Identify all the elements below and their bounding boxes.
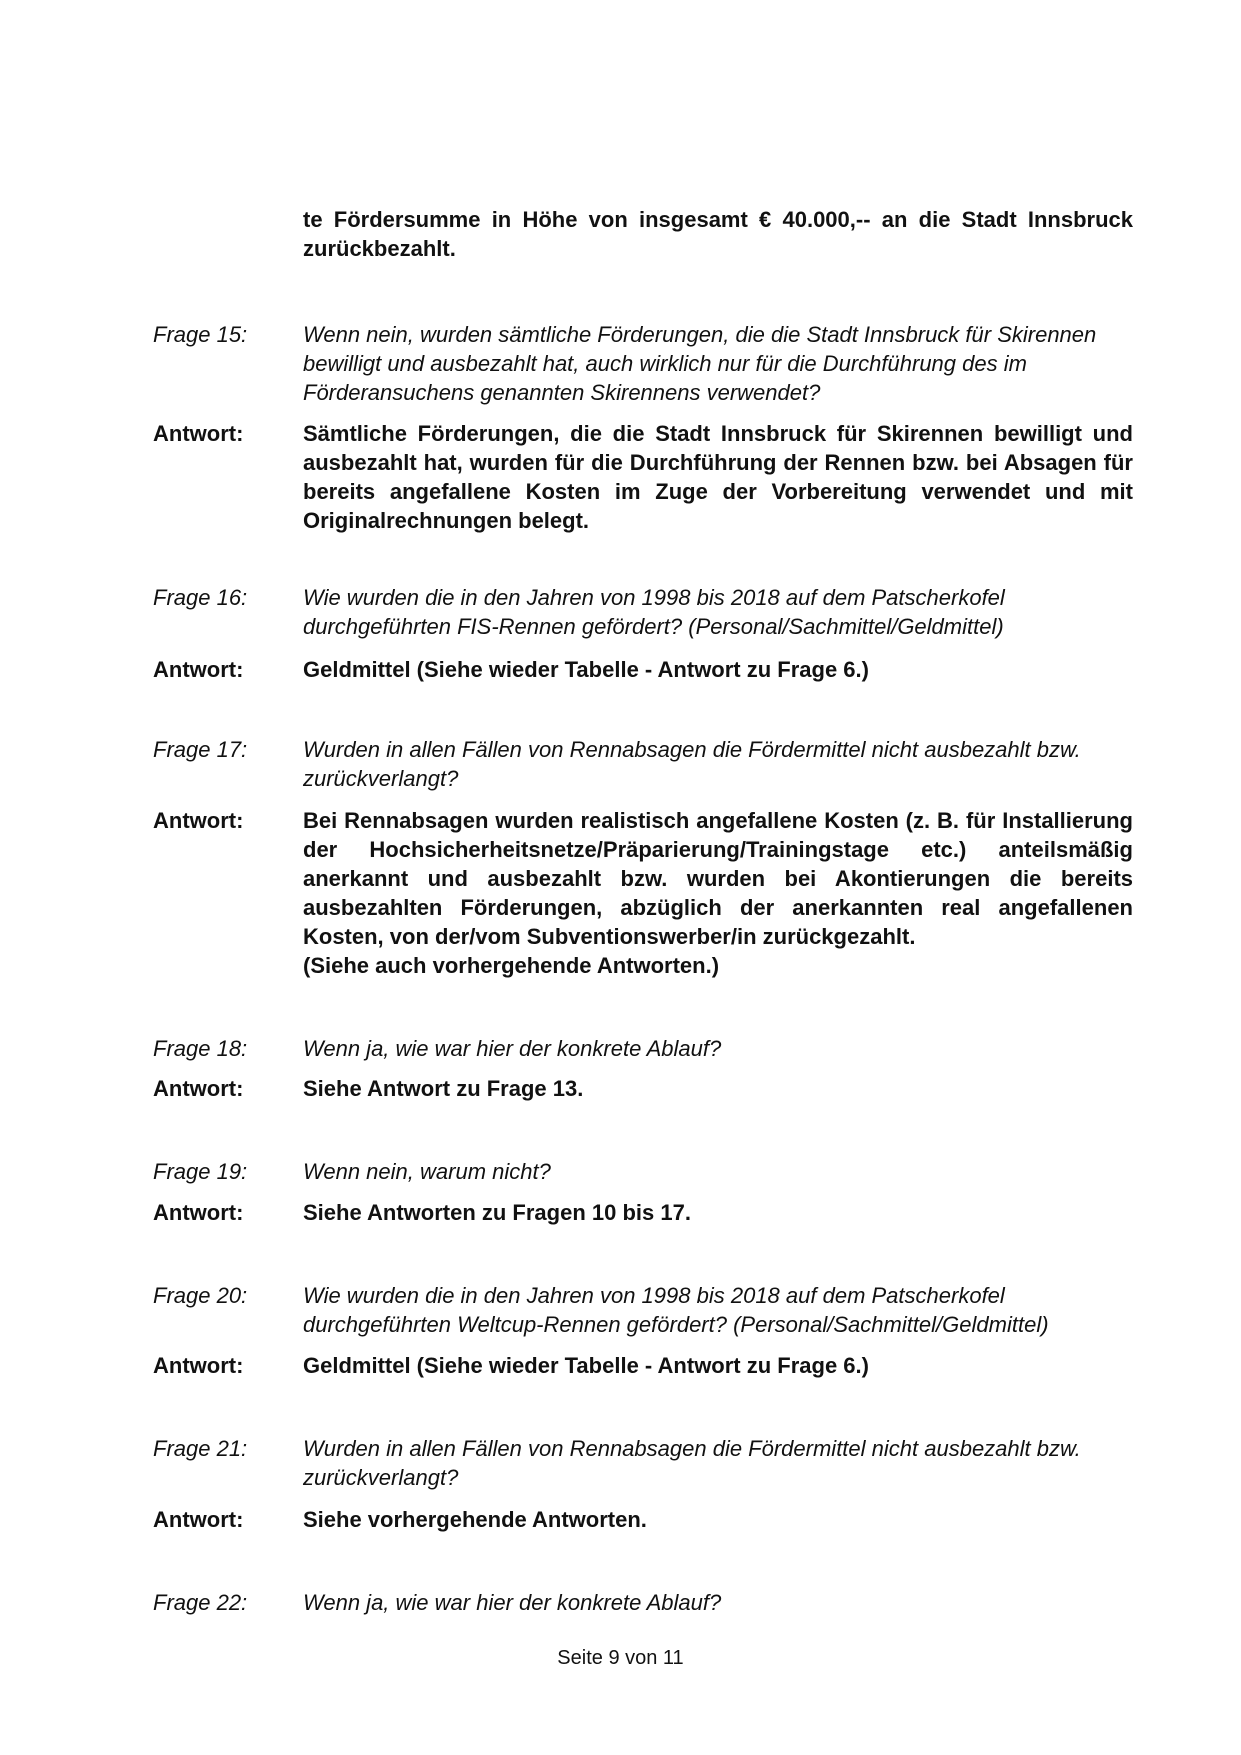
answer-text-20: Geldmittel (Siehe wieder Tabelle - Antwort zu Frage 6.) [303,1353,869,1378]
question-label-15: Frage 15: [153,322,248,347]
question-label-22: Frage 22: [153,1590,248,1615]
question-text-15: Wenn nein, wurden sämtliche Förderungen, die die Stadt Innsbruck für Skirennen bewilligt und ausbezahlt hat, auch wirklich nur für die Durchführung des im Förderansuchens genannten Skirennens verwendet? [303,322,1097,405]
question-text-17: Wurden in allen Fällen von Rennabsagen die Fördermittel nicht ausbezahlt bzw. zurückverlangt? [303,737,1081,791]
question-text-22: Wenn ja, wie war hier der konkrete Ablauf? [303,1590,722,1615]
answer-text-21: Siehe vorhergehende Antworten. [303,1507,647,1532]
answer-text-15: Sämtliche Förderungen, die die Stadt Innsbruck für Skirennen bewilligt und ausbezahlt hat, wurden für die Durchführung der Rennen bzw. bei Absagen für bereits angefallene Kosten im Zuge der Vorbereitung verwendet und mit Originalrechnungen belegt. [303,421,1133,533]
question-label-18: Frage 18: [153,1036,248,1061]
question-label-20: Frage 20: [153,1283,248,1308]
question-text-20: Wie wurden die in den Jahren von 1998 bis 2018 auf dem Patscherkofel durchgeführten Weltcup-Rennen gefördert? (Personal/Sachmittel/Geldmittel) [303,1283,1049,1337]
answer-label-19: Antwort: [153,1200,244,1225]
answer-label-16: Antwort: [153,657,244,682]
question-text-16: Wie wurden die in den Jahren von 1998 bis 2018 auf dem Patscherkofel durchgeführten FIS-Rennen gefördert? (Personal/Sachmittel/Geldmittel) [303,585,1005,639]
page-number-footer: Seite 9 von 11 [557,1647,684,1669]
answer-text-17: Bei Rennabsagen wurden realistisch angefallene Kosten (z. B. für Installierung der Hochsicherheitsnetze/Präparierung/Trainingstage etc.) anteilsmäßig anerkannt und ausbezahlt bzw. wurden bei Akontierungen die bereits ausbezahlten Förderungen, abzüglich der anerkannten real angefallenen Kosten, von der/vom Subventionswerber/in zurückgezahlt. [303,808,1133,949]
question-label-19: Frage 19: [153,1159,248,1184]
answer-label-18: Antwort: [153,1076,244,1101]
question-label-16: Frage 16: [153,585,248,610]
question-text-21: Wurden in allen Fällen von Rennabsagen die Fördermittel nicht ausbezahlt bzw. zurückverlangt? [303,1436,1081,1490]
answer-label-17: Antwort: [153,808,244,833]
answer-label-21: Antwort: [153,1507,244,1532]
answer-text-19: Siehe Antworten zu Fragen 10 bis 17. [303,1200,691,1225]
question-label-17: Frage 17: [153,737,248,762]
answer-text-18: Siehe Antwort zu Frage 13. [303,1076,584,1101]
answer-label-15: Antwort: [153,421,244,446]
answer-text-16: Geldmittel (Siehe wieder Tabelle - Antwort zu Frage 6.) [303,657,869,682]
question-text-18: Wenn ja, wie war hier der konkrete Ablauf? [303,1036,722,1061]
continuation-answer-text: te Fördersumme in Höhe von insgesamt € 40.000,-- an die Stadt Innsbruck zurückbezahlt. [303,207,1133,261]
question-text-19: Wenn nein, warum nicht? [303,1159,551,1184]
answer-text-17-note: (Siehe auch vorhergehende Antworten.) [303,953,720,978]
question-label-21: Frage 21: [153,1436,248,1461]
answer-label-20: Antwort: [153,1353,244,1378]
